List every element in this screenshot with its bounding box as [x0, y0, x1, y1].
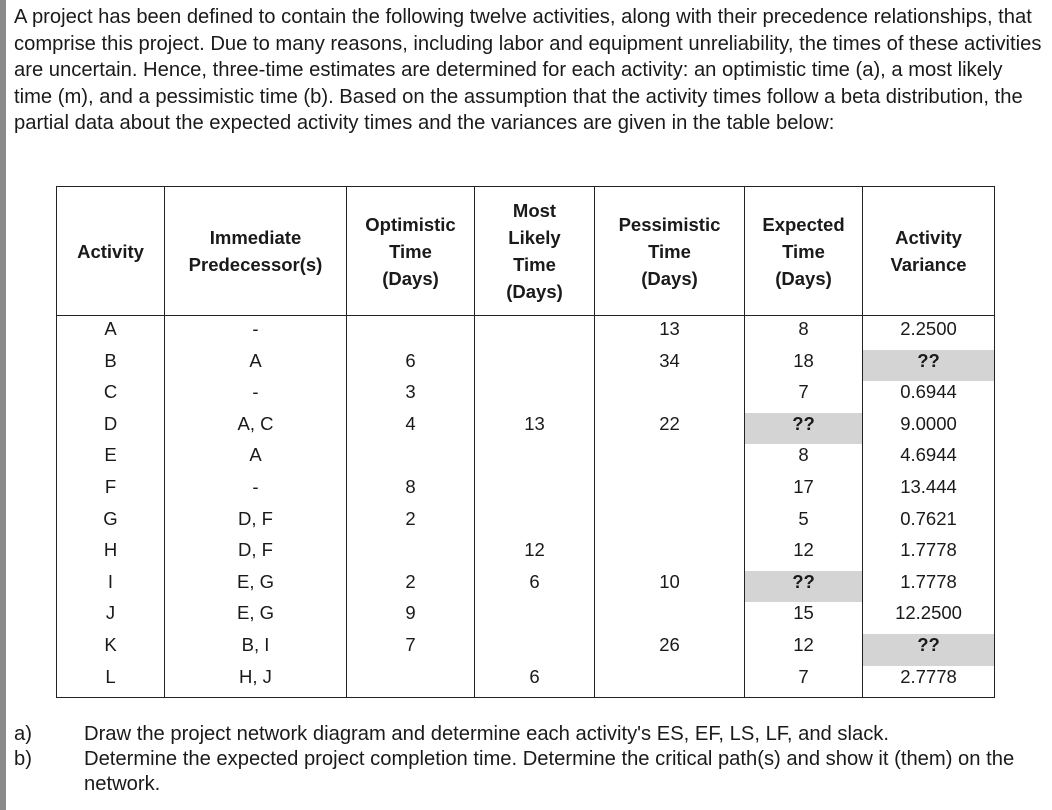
cell-expected: 18	[745, 350, 863, 382]
cell-pessimistic: 10	[595, 571, 745, 603]
table-row	[57, 476, 995, 508]
cell-expected: 15	[745, 602, 863, 634]
cell-pessimistic: 13	[595, 316, 745, 350]
question-item	[14, 722, 1044, 747]
cell-most-likely	[475, 316, 595, 350]
question-letter: b)	[14, 748, 32, 770]
question-list	[14, 722, 1044, 797]
table-row	[57, 666, 995, 698]
cell-predecessors: B, I	[165, 634, 347, 666]
cell-most-likely: 12	[475, 539, 595, 571]
cell-variance: 2.2500	[863, 316, 995, 350]
cell-predecessors: -	[165, 381, 347, 413]
cell-variance: 4.6944	[863, 444, 995, 476]
cell-predecessors: H, J	[165, 666, 347, 698]
header-most-likely-time: Most Likely Time (Days)	[475, 187, 595, 316]
cell-activity: B	[57, 350, 165, 382]
cell-optimistic: 2	[347, 508, 475, 540]
cell-pessimistic	[595, 666, 745, 698]
question-letter: a)	[14, 723, 32, 745]
cell-expected: 8	[745, 444, 863, 476]
cell-variance: 0.7621	[863, 508, 995, 540]
cell-expected: 8	[745, 316, 863, 350]
cell-activity: A	[57, 316, 165, 350]
cell-expected: 17	[745, 476, 863, 508]
table-row	[57, 316, 995, 350]
table-row	[57, 444, 995, 476]
cell-pessimistic	[595, 508, 745, 540]
cell-variance: 1.7778	[863, 539, 995, 571]
cell-variance: ??	[863, 634, 995, 666]
table-row	[57, 634, 995, 666]
cell-variance: 13.444	[863, 476, 995, 508]
page-left-border	[0, 0, 6, 810]
question-text: Draw the project network diagram and determine each activity's ES, EF, LS, LF, and slack.	[84, 723, 889, 745]
cell-activity: C	[57, 381, 165, 413]
cell-variance: 0.6944	[863, 381, 995, 413]
header-expected-time: Expected Time (Days)	[745, 187, 863, 316]
cell-activity: E	[57, 444, 165, 476]
cell-most-likely: 6	[475, 666, 595, 698]
header-pessimistic-time: Pessimistic Time (Days)	[595, 187, 745, 316]
cell-pessimistic	[595, 476, 745, 508]
cell-expected: 12	[745, 634, 863, 666]
cell-most-likely	[475, 476, 595, 508]
cell-activity: H	[57, 539, 165, 571]
cell-variance: 2.7778	[863, 666, 995, 698]
cell-predecessors: D, F	[165, 508, 347, 540]
cell-optimistic: 7	[347, 634, 475, 666]
cell-optimistic	[347, 539, 475, 571]
cell-activity: F	[57, 476, 165, 508]
table-row	[57, 413, 995, 445]
cell-pessimistic: 34	[595, 350, 745, 382]
cell-activity: I	[57, 571, 165, 603]
cell-expected: ??	[745, 413, 863, 445]
cell-expected: 5	[745, 508, 863, 540]
activity-table	[56, 186, 995, 698]
cell-variance: 12.2500	[863, 602, 995, 634]
header-predecessors: Immediate Predecessor(s)	[165, 187, 347, 316]
cell-pessimistic	[595, 602, 745, 634]
cell-most-likely	[475, 634, 595, 666]
cell-most-likely	[475, 602, 595, 634]
table-row	[57, 381, 995, 413]
problem-statement: A project has been defined to contain the following twelve activities, along with their precedence relationships, that comprise this project. Due to many reasons, including labor and equipment unreliability, the times of these activities are uncertain. Hence, three-time estimates are determined for each activity: an optimistic time (a), a most likely time (m), and a pessimistic time (b). Based on the assumption that the activity times follow a beta distribution, the partial data about the expected activity times and the variances are given in the table below:	[14, 6, 1042, 134]
cell-activity: J	[57, 602, 165, 634]
cell-activity: L	[57, 666, 165, 698]
cell-predecessors: A	[165, 444, 347, 476]
cell-activity: G	[57, 508, 165, 540]
header-optimistic-time: Optimistic Time (Days)	[347, 187, 475, 316]
cell-most-likely	[475, 508, 595, 540]
cell-optimistic: 3	[347, 381, 475, 413]
cell-most-likely: 6	[475, 571, 595, 603]
cell-optimistic	[347, 666, 475, 698]
cell-pessimistic: 26	[595, 634, 745, 666]
cell-predecessors: E, G	[165, 571, 347, 603]
cell-most-likely	[475, 444, 595, 476]
cell-expected: 7	[745, 381, 863, 413]
cell-activity: K	[57, 634, 165, 666]
cell-optimistic: 8	[347, 476, 475, 508]
cell-predecessors: D, F	[165, 539, 347, 571]
cell-optimistic: 2	[347, 571, 475, 603]
cell-optimistic: 4	[347, 413, 475, 445]
table-row	[57, 602, 995, 634]
cell-predecessors: -	[165, 316, 347, 350]
header-activity-variance: Activity Variance	[863, 187, 995, 316]
cell-predecessors: E, G	[165, 602, 347, 634]
cell-optimistic	[347, 316, 475, 350]
cell-most-likely	[475, 350, 595, 382]
table-row	[57, 571, 995, 603]
cell-predecessors: -	[165, 476, 347, 508]
cell-optimistic	[347, 444, 475, 476]
cell-optimistic: 6	[347, 350, 475, 382]
cell-predecessors: A, C	[165, 413, 347, 445]
question-item	[14, 747, 1044, 797]
cell-expected: ??	[745, 571, 863, 603]
table-row	[57, 508, 995, 540]
table-body	[57, 316, 995, 698]
table-header-row	[57, 187, 995, 316]
table-row	[57, 539, 995, 571]
cell-most-likely: 13	[475, 413, 595, 445]
cell-expected: 7	[745, 666, 863, 698]
cell-most-likely	[475, 381, 595, 413]
cell-variance: 1.7778	[863, 571, 995, 603]
question-text: Determine the expected project completion time. Determine the critical path(s) and show it (them) on the network.	[84, 748, 1015, 795]
cell-expected: 12	[745, 539, 863, 571]
cell-pessimistic: 22	[595, 413, 745, 445]
cell-variance: ??	[863, 350, 995, 382]
header-activity: Activity	[57, 187, 165, 316]
cell-activity: D	[57, 413, 165, 445]
cell-optimistic: 9	[347, 602, 475, 634]
cell-pessimistic	[595, 444, 745, 476]
table-row	[57, 350, 995, 382]
cell-pessimistic	[595, 539, 745, 571]
cell-pessimistic	[595, 381, 745, 413]
cell-predecessors: A	[165, 350, 347, 382]
cell-variance: 9.0000	[863, 413, 995, 445]
